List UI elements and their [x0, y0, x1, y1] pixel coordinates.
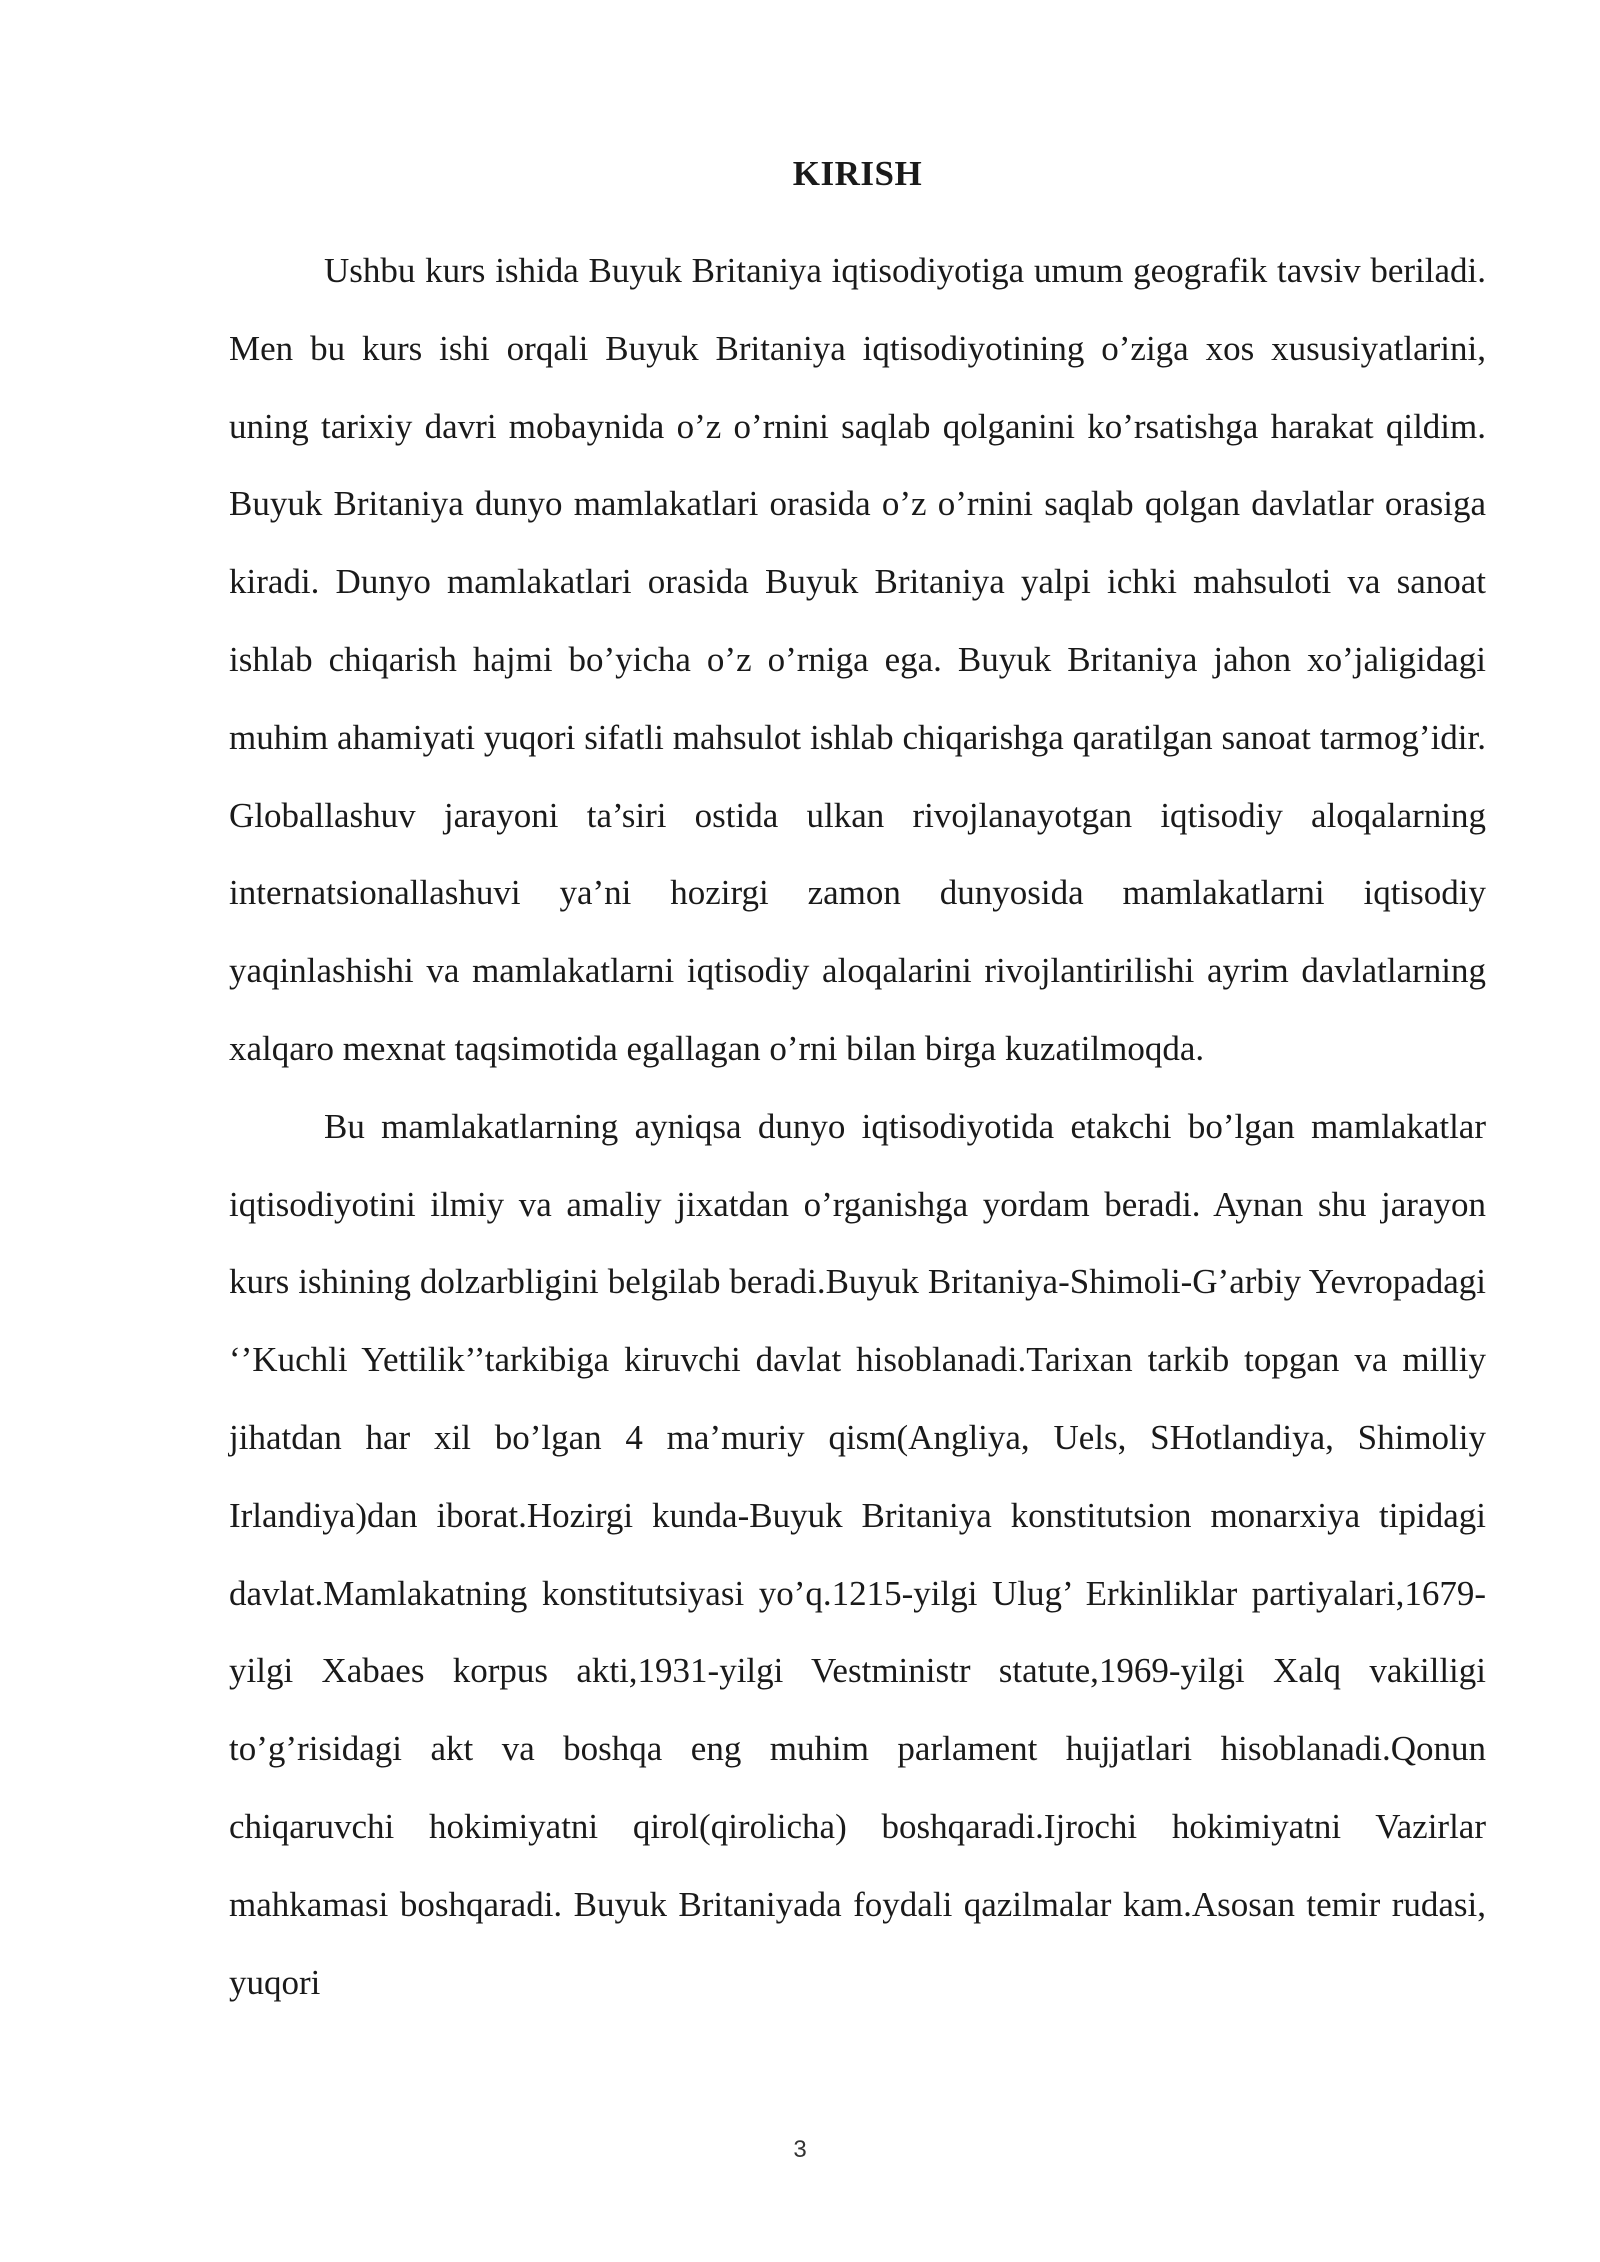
section-heading: KIRISH	[792, 154, 923, 193]
page-content	[229, 148, 1486, 2021]
paragraph-intro: Ushbu kurs ishida Buyuk Britaniya iqtisodiyotiga umum geografik tavsiv beriladi. Men bu kurs ishi orqali Buyuk Britaniya iqtisodiyotining o’ziga xos xususiyatlarini, uning tarixiy davri mobaynida o’z o’rnini saqlab qolganini ko’rsatishga harakat qildim. Buyuk Britaniya dunyo mamlakatlari orasida o’z o’rnini saqlab qolgan davlatlar orasiga kiradi. Dunyo mamlakatlari orasida Buyuk Britaniya yalpi ichki mahsuloti va sanoat ishlab chiqarish hajmi bo’yicha o’z o’rniga ega. Buyuk Britaniya jahon xo’jaligidagi muhim ahamiyati yuqori sifatli mahsulot ishlab chiqarishga qaratilgan sanoat tarmog’idir. Globallashuv jarayoni ta’siri ostida ulkan rivojlanayotgan iqtisodiy aloqalarning internatsionallashuvi ya’ni hozirgi zamon dunyosida mamlakatlarni iqtisodiy yaqinlashishi va mamlakatlarni iqtisodiy aloqalarini rivojlantirilishi ayrim davlatlarning xalqaro mexnat taqsimotida egallagan o’rni bilan birga kuzatilmoqda.	[229, 251, 1486, 1068]
page-number: 3	[793, 2136, 807, 2163]
paragraph-britain: Bu mamlakatlarning ayniqsa dunyo iqtisodiyotida etakchi bo’lgan mamlakatlar iqtisodiyotini ilmiy va amaliy jixatdan o’rganishga yordam beradi. Aynan shu jarayon kurs ishining dolzarbligini belgilab beradi.Buyuk Britaniya-Shimoli-G’arbiy Yevropadagi ‘’Kuchli Yettilik’’tarkibiga kiruvchi davlat hisoblanadi.Tarixan tarkib topgan va milliy jihatdan har xil bo’lgan 4 ma’muriy qism(Angliya, Uels, SHotlandiya, Shimoliy Irlandiya)dan iborat.Hozirgi kunda-Buyuk Britaniya konstitutsion monarxiya tipidagi davlat.Mamlakatning konstitutsiyasi yo’q.1215-yilgi Ulug’ Erkinliklar partiyalari,1679-yilgi Xabaes korpus akti,1931-yilgi Vestministr statute,1969-yilgi Xalq vakilligi to’g’risidagi akt va boshqa eng muhim parlament hujjatlari hisoblanadi.Qonun chiqaruvchi hokimiyatni qirol(qirolicha) boshqaradi.Ijrochi hokimiyatni Vazirlar mahkamasi boshqaradi. Buyuk Britaniyada foydali qazilmalar kam.Asosan temir rudasi, yuqori	[229, 1106, 1486, 2002]
